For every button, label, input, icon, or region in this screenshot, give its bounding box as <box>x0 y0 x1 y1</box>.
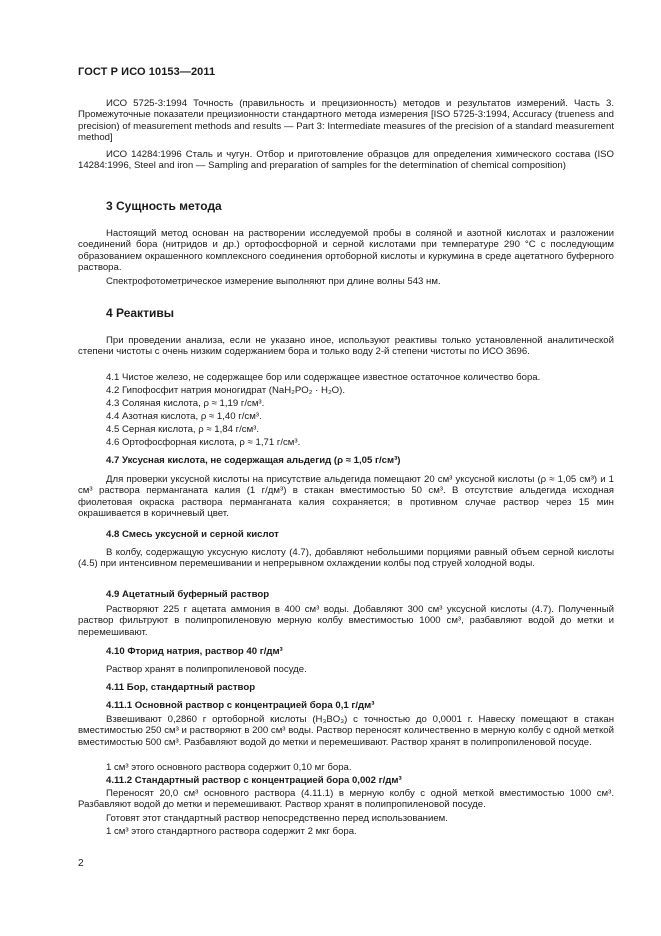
section-4-heading: 4 Реактивы <box>106 306 174 320</box>
section-4-11-2-heading: 4.11.2 Стандартный раствор с концентрацией бора 0,002 г/дм³ <box>106 775 402 786</box>
section-4-intro: При проведении анализа, если не указано иное, используют реактивы только установленной аналитической степени чистоты с очень низким содержанием бора и только воду 2-й степени чистоты по ИСО 3696. <box>78 335 614 358</box>
section-4-8-heading: 4.8 Смесь уксусной и серной кислот <box>106 529 279 540</box>
section-4-11-2-text: Переносят 20,0 см³ основного раствора (4.11.1) в мерную колбу с одной меткой вместимостью 1000 см³. Разбавляют водой до метки и перемешивают. Раствор хранят в полипропиленовой посуде. <box>78 788 614 811</box>
section-4-11-1-note: 1 см³ этого основного раствора содержит 0,10 мг бора. <box>106 762 352 773</box>
section-3-heading: 3 Сущность метода <box>106 199 222 213</box>
section-4-10-heading: 4.10 Фторид натрия, раствор 40 г/дм³ <box>106 646 283 657</box>
section-4-10-text: Раствор хранят в полипропиленовой посуде. <box>106 664 307 675</box>
section-4-11-heading: 4.11 Бор, стандартный раствор <box>106 682 256 693</box>
reagent-item: 4.6 Ортофосфорная кислота, ρ ≈ 1,71 г/см³. <box>106 437 301 448</box>
page-number: 2 <box>78 858 84 869</box>
reagent-item: 4.2 Гипофосфит натрия моногидрат (NaH₂PO₂ · H₂O). <box>106 385 345 396</box>
section-3-paragraph: Настоящий метод основан на растворении исследуемой пробы в соляной и азотной кислотах и разложении соединений бора (нитридов и др.) ортофосфорной и серной кислотами при температуре 290 °С с последующим образованием окрашенного комплексного соединения ортоборной кислоты и куркумина в среде ацетатного буферного раствора. <box>78 228 614 274</box>
section-3-measurement: Спектрофотометрическое измерение выполняют при длине волны 543 нм. <box>106 276 441 287</box>
reagent-item: 4.4 Азотная кислота, ρ ≈ 1,40 г/см³. <box>106 411 262 422</box>
section-4-9-heading: 4.9 Ацетатный буферный раствор <box>106 589 270 600</box>
section-4-7-text: Для проверки уксусной кислоты на присутствие альдегида помещают 20 см³ уксусной кислоты (ρ ≈ 1,05 см³) и 1 см³ раствора перманганата калия (1 г/дм³) в стакан вместимостью 50 см³. В отсутствие альдегида исходная фиолетовая окраска раствора перманганата калия сохраняется; в противном случае раствор через 15 мин окрашивается в коричневый цвет. <box>78 474 614 520</box>
reference-iso-14284: ИСО 14284:1996 Сталь и чугун. Отбор и приготовление образцов для определения химического состава (ISO 14284:1996, Steel and iron — Sampling and preparation of samples for the determination of chemical composition) <box>78 149 614 172</box>
section-4-9-text: Растворяют 225 г ацетата аммония в 400 см³ воды. Добавляют 300 см³ уксусной кислоты (4.7). Полученный раствор фильтруют в полипропиленовую мерную колбу вместимостью 1000 см³, разбавляют водой до метки и перемешивают. <box>78 604 614 638</box>
reagent-item: 4.3 Соляная кислота, ρ ≈ 1,19 г/см³. <box>106 398 265 409</box>
section-4-11-1-heading: 4.11.1 Основной раствор с концентрацией бора 0,1 г/дм³ <box>106 700 375 711</box>
section-4-11-2-preparation: Готовят этот стандартный раствор непосредственно перед использованием. <box>106 813 448 824</box>
reference-iso-5725-3: ИСО 5725-3:1994 Точность (правильность и прецизионность) методов и результатов измерений. Часть 3. Промежуточные показатели прецизионности стандартного метода измерения [ISO 5725-3:1994, Accuracy (trueness and precision) of measurement methods and results — Part 3: Intermediate measures of the precision of a standard measurement method] <box>78 98 614 144</box>
section-4-8-text: В колбу, содержащую уксусную кислоту (4.7), добавляют небольшими порциями равный объем серной кислоты (4.5) при интенсивном перемешивании и непрерывном охлаждении колбы под струей холодной воды. <box>78 547 614 570</box>
section-4-7-heading: 4.7 Уксусная кислота, не содержащая альдегид (ρ ≈ 1,05 г/см³) <box>106 455 401 466</box>
reagent-item: 4.5 Серная кислота, ρ ≈ 1,84 г/см³. <box>106 424 260 435</box>
reagent-item: 4.1 Чистое железо, не содержащее бор или содержащее известное остаточное количество бора. <box>106 372 541 383</box>
document-header: ГОСТ Р ИСО 10153—2011 <box>78 66 216 78</box>
section-4-11-1-text: Взвешивают 0,2860 г ортоборной кислоты (H₃BO₃) с точностью до 0,0001 г. Навеску помещают в стакан вместимостью 250 см³ и растворяют в 200 см³ воды. Раствор переносят количественно в мерную колбу с одной меткой вместимостью 500 см³. Разбавляют водой до метки и перемешивают. Раствор хранят в полипропиленовой посуде. <box>78 714 614 748</box>
section-4-11-2-note: 1 см³ этого стандартного раствора содержит 2 мкг бора. <box>106 826 357 837</box>
